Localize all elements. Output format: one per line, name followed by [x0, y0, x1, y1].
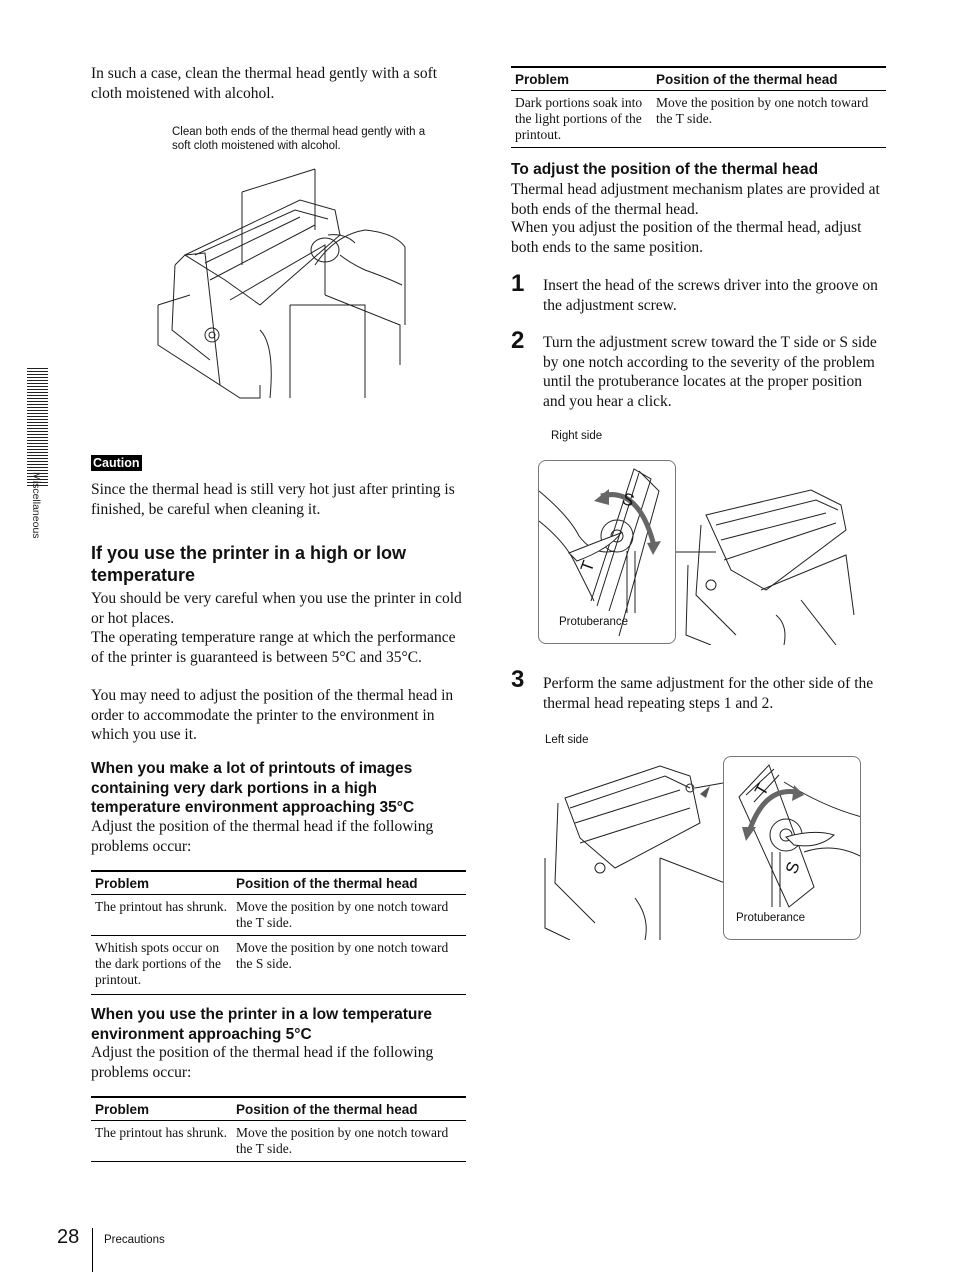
- right-side-printer-illustration: [676, 485, 866, 645]
- low-temp-intro: Adjust the position of the thermal head if the following problems occur:: [91, 1044, 434, 1081]
- right-protuberance-label: Protuberance: [559, 616, 629, 628]
- adjust-paragraph-1: Thermal head adjustment mechanism plates are provided at both ends of the thermal head.: [511, 181, 880, 218]
- section-paragraph-2: The operating temperature range at which the performance of the printer is guaranteed is between 5°C and 35°C.: [91, 629, 456, 666]
- intro-paragraph: In such a case, clean the thermal head gently with a soft cloth moistened with alcohol.: [91, 65, 438, 102]
- section-paragraph-3: You may need to adjust the position of the thermal head in order to accommodate the printer to the environment in which you use it.: [91, 687, 454, 743]
- left-protuberance-label: Protuberance: [736, 912, 806, 924]
- section-paragraph-1: You should be very careful when you use the printer in cold or hot places.: [91, 590, 462, 627]
- step-1-text: Insert the head of the screws driver into the groove on the adjustment screw.: [543, 277, 878, 314]
- adjust-heading: To adjust the position of the thermal head: [511, 161, 819, 178]
- s-letter: S: [781, 859, 804, 877]
- table-header-problem: Problem: [511, 67, 652, 91]
- caution-label: Caution: [93, 456, 140, 470]
- right-side-detail-box: [538, 460, 676, 644]
- step-3-number: 3: [511, 666, 525, 693]
- table-cell-problem: Whitish spots occur on the dark portions of the printout.: [91, 936, 232, 995]
- table-header-position: Position of the thermal head: [652, 67, 886, 91]
- figure-1-caption: Clean both ends of the thermal head gently with a soft cloth moistened with alcohol.: [172, 126, 426, 152]
- table-cell-problem: Dark portions soak into the light portions of the printout.: [511, 91, 652, 148]
- high-temp-table: [91, 870, 466, 995]
- table-row: [511, 91, 886, 148]
- adjust-paragraph-2: When you adjust the position of the thermal head, adjust both ends to the same position.: [511, 219, 862, 256]
- step-3-text: Perform the same adjustment for the other side of the thermal head repeating steps 1 and 2.: [543, 675, 874, 712]
- page-number: 28: [57, 1226, 80, 1248]
- table-cell-position: Move the position by one notch toward the T side.: [652, 91, 886, 148]
- left-side-printer-illustration: [540, 758, 725, 940]
- low-temp-table: [91, 1096, 466, 1162]
- table-cell-position: Move the position by one notch toward the S side.: [232, 936, 466, 995]
- table-cell-position: Move the position by one notch toward the T side.: [232, 895, 466, 936]
- subheading-high-temperature: When you make a lot of printouts of images containing very dark portions in a high temperature environment approaching 35°C: [91, 760, 415, 816]
- t-letter: T: [576, 558, 599, 575]
- continued-table: [511, 66, 886, 148]
- table-row: [91, 895, 466, 936]
- t-letter: T: [751, 780, 773, 799]
- cleaning-illustration: [150, 155, 410, 400]
- step-1-number: 1: [511, 270, 525, 297]
- caution-badge: [91, 454, 142, 472]
- section-heading: If you use the printer in a high or low temperature: [91, 543, 407, 585]
- table-cell-problem: The printout has shrunk.: [91, 895, 232, 936]
- caution-text: Since the thermal head is still very hot just after printing is finished, be careful when cleaning it.: [91, 481, 455, 518]
- high-temp-intro: Adjust the position of the thermal head if the following problems occur:: [91, 818, 434, 855]
- side-thumb-tab: [27, 368, 48, 486]
- subheading-low-temperature: When you use the printer in a low temperature environment approaching 5°C: [91, 1006, 433, 1043]
- table-cell-problem: The printout has shrunk.: [91, 1121, 232, 1162]
- footer-section-name: Precautions: [104, 1234, 165, 1246]
- table-cell-position: Move the position by one notch toward the T side.: [232, 1121, 466, 1162]
- table-header-problem: Problem: [91, 1097, 232, 1121]
- table-row: [91, 936, 466, 995]
- step-2-number: 2: [511, 327, 525, 354]
- table-header-position: Position of the thermal head: [232, 1097, 466, 1121]
- left-side-detail-box: [723, 756, 861, 940]
- footer-divider: [92, 1228, 93, 1272]
- s-letter: S: [619, 488, 637, 511]
- step-2-text: Turn the adjustment screw toward the T side or S side by one notch according to the severity of the problem until the protuberance locates at the proper position and you hear a click.: [543, 334, 877, 410]
- table-row: [91, 1121, 466, 1162]
- left-side-caption: Left side: [545, 734, 589, 746]
- side-tab-label: Miscellaneous: [30, 472, 42, 539]
- right-side-caption: Right side: [551, 430, 603, 442]
- table-header-problem: Problem: [91, 871, 232, 895]
- table-header-position: Position of the thermal head: [232, 871, 466, 895]
